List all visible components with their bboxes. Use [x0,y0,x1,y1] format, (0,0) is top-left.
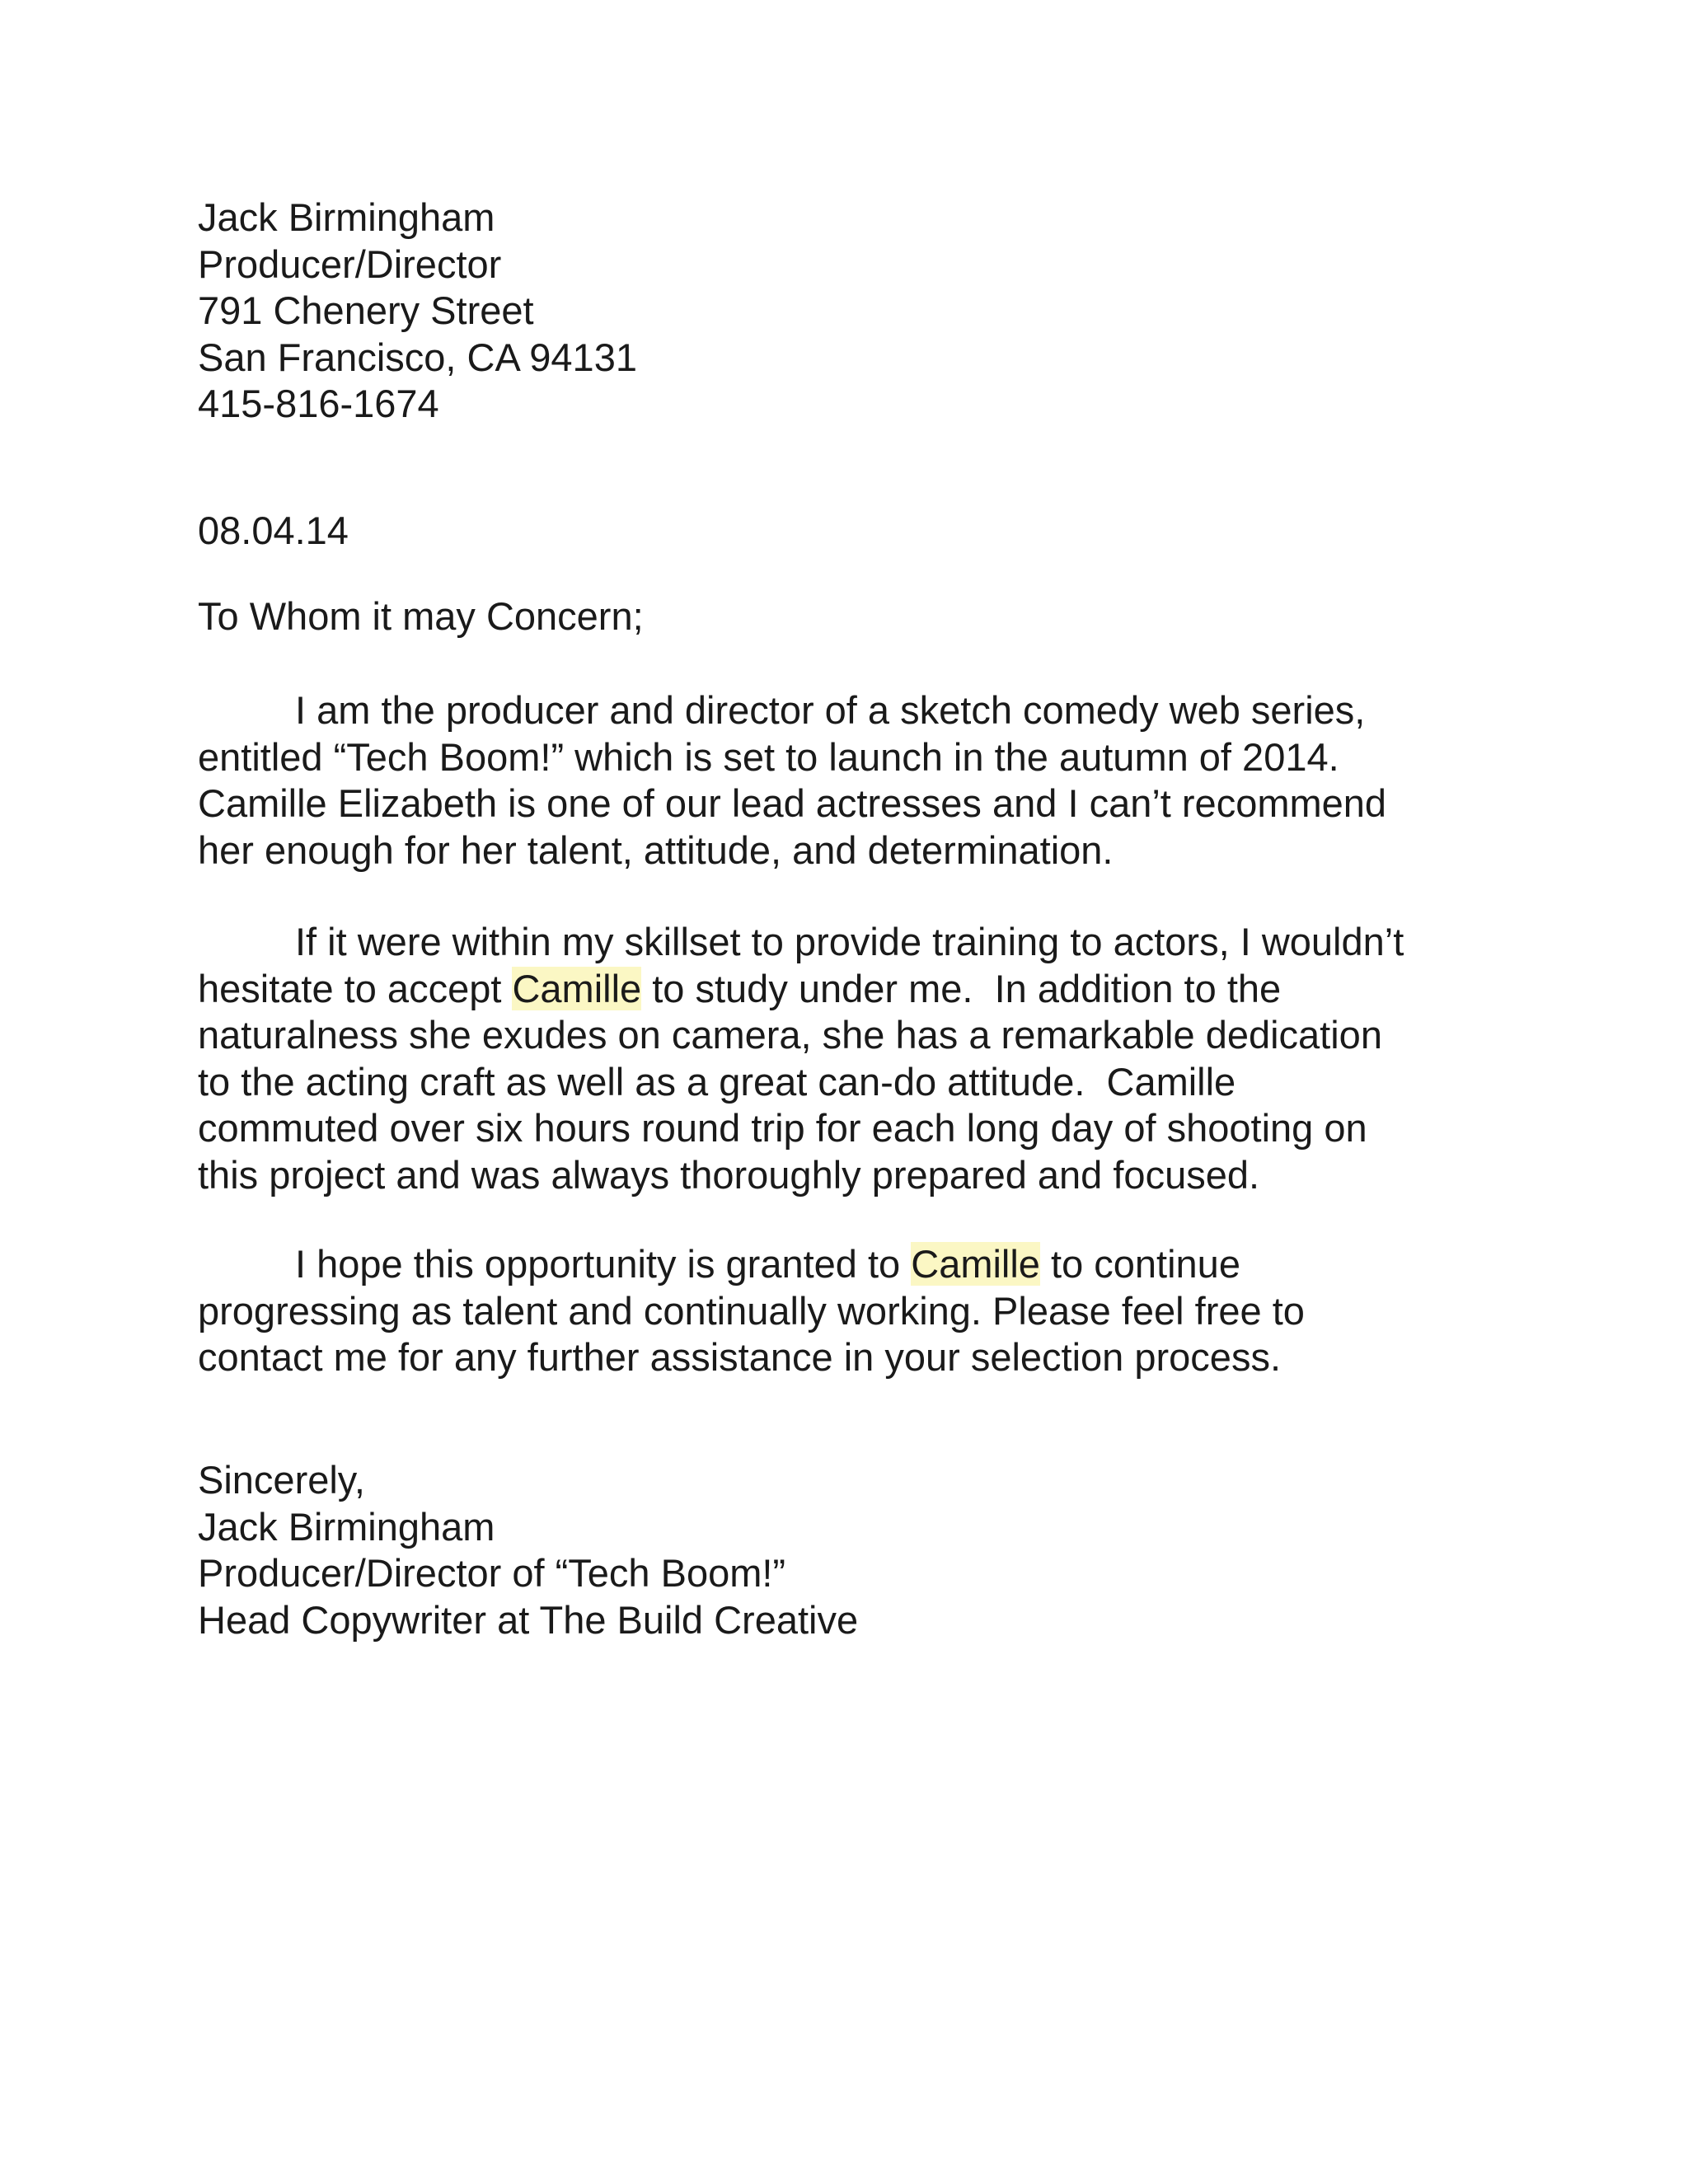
closing-block [198,1457,1517,1643]
salutation: To Whom it may Concern; [198,594,644,638]
signer-role-copywriter: Head Copywriter at The Build Creative [198,1597,859,1642]
paragraph-3 [198,1241,1517,1381]
paragraph-1-line [198,687,1517,734]
sender-name: Jack Birmingham [198,195,495,239]
paragraph-1-line-1-text: I am the producer and director of a sketch comedy web series, [295,688,1366,732]
paragraph-3-line [198,1241,1517,1288]
paragraph-2-line [198,966,1517,1013]
sender-street: 791 Chenery Street [198,288,534,332]
paragraph-2-line-2-after: to study under me. In addition to the [641,966,1282,1010]
paragraph-3-line: contact me for any further assistance in your selection process. [198,1335,1282,1379]
paragraph-2-line: this project and was always thoroughly prepared and focused. [198,1152,1260,1197]
salutation-block [198,593,1517,640]
paragraph-2-line-2-before: hesitate to accept [198,966,513,1010]
paragraph-3-line-1-after: to continue [1039,1242,1240,1286]
paragraph-3-line-1-before: I hope this opportunity is granted to [295,1242,912,1286]
highlighted-name-camille: Camille [911,1242,1040,1286]
paragraph-3-line: progressing as talent and continually working. Please feel free to [198,1288,1305,1333]
paragraph-1-line: entitled “Tech Boom!” which is set to launch in the autumn of 2014. [198,734,1339,779]
sender-address-block [198,194,1517,428]
valediction: Sincerely, [198,1458,365,1502]
paragraph-1-line: her enough for her talent, attitude, and determination. [198,827,1114,872]
signer-role-producer: Producer/Director of “Tech Boom!” [198,1551,786,1595]
paragraph-2-line: naturalness she exudes on camera, she has a remarkable dedication [198,1013,1382,1057]
paragraph-2-line-1-text: If it were within my skillset to provide training to actors, I wouldn’t [295,920,1404,963]
paragraph-2 [198,919,1517,1198]
sender-title: Producer/Director [198,241,502,286]
letter-date: 08.04.14 [198,509,349,552]
highlighted-name-camille: Camille [512,966,642,1010]
signer-name: Jack Birmingham [198,1504,495,1549]
paragraph-2-line: to the acting craft as well as a great can-do attitude. Camille [198,1059,1236,1104]
paragraph-2-line: commuted over six hours round trip for each long day of shooting on [198,1106,1367,1150]
paragraph-1 [198,687,1517,874]
sender-city-state-zip: San Francisco, CA 94131 [198,335,637,379]
paragraph-2-line [198,919,1517,966]
paragraph-1-line: Camille Elizabeth is one of our lead actresses and I can’t recommend [198,781,1387,825]
letter-date-block [198,508,1517,555]
sender-phone: 415-816-1674 [198,382,439,425]
